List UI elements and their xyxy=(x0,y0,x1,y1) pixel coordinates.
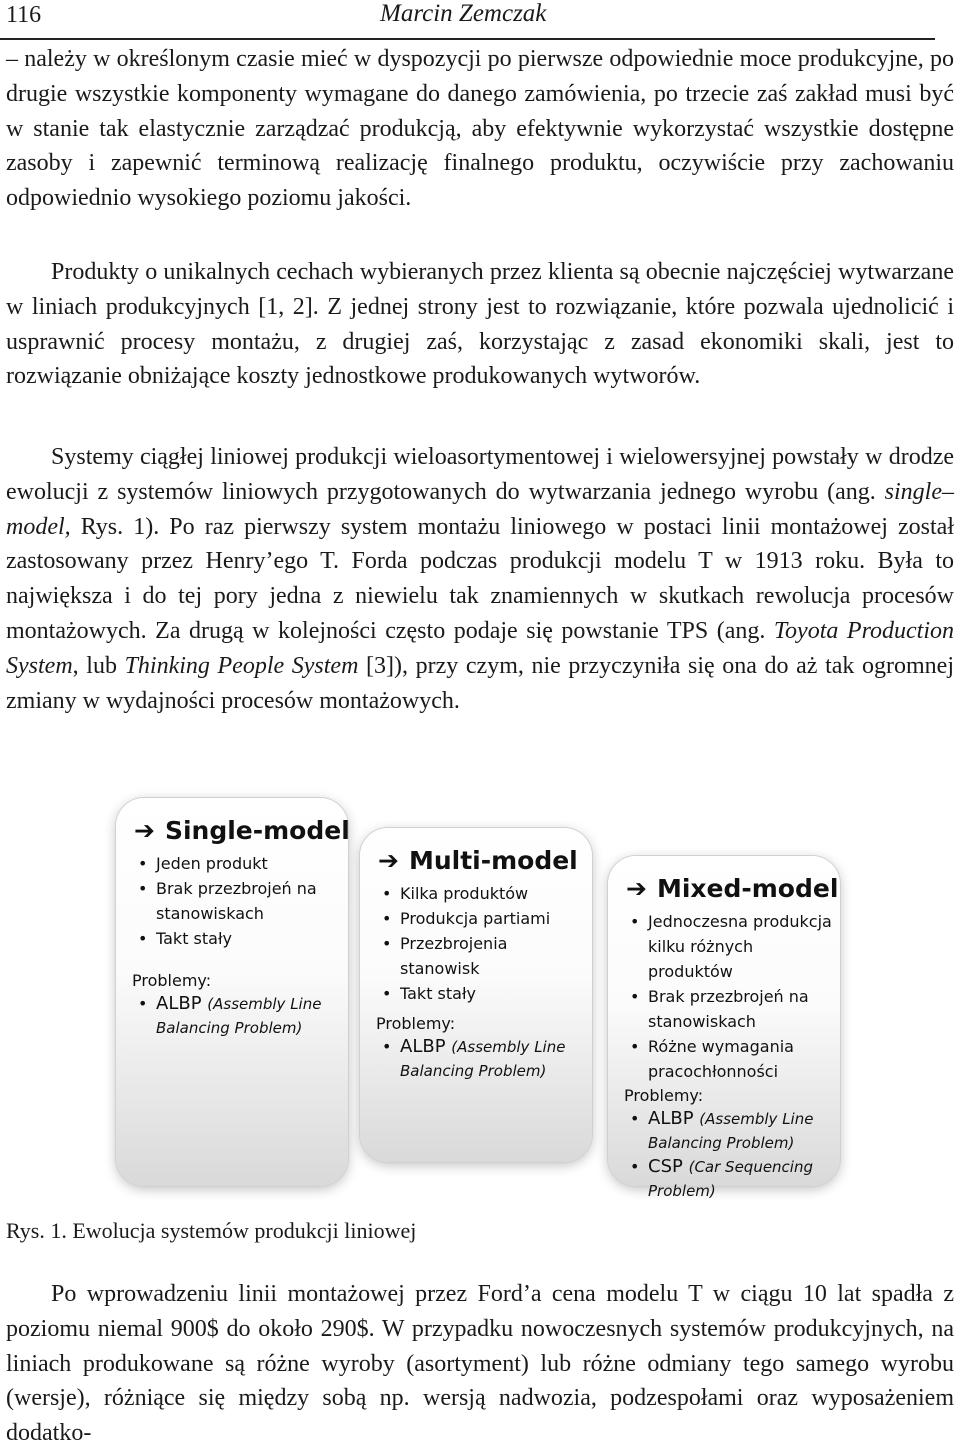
paragraph-4-text: Po wprowadzeniu linii montażowej przez Ford’a cena modelu T w ciągu 10 lat spadła z poziomu niemal 900$ do około 290$. W przypadku nowoczesnych systemów produkcyjnych, na liniach produkowane są różne wyroby (asortyment) lub różne odmiany tego samego wyrobu (wersje), różniące się między sobą np. wersją nadwozia, podzespołami oraz wyposażeniem dodatko- xyxy=(6,1281,954,1447)
p3-part-d: [3]), przy czym, nie przyczyniła się ona do aż tak ogromnej zmiany w wydajności procesów montażowych. xyxy=(6,652,954,714)
list-item: • Brak przezbrojeń na stanowiskach xyxy=(630,984,834,1034)
problems-label: Problemy: xyxy=(132,971,212,990)
list-item: • Jednoczesna produkcja kilku różnych produktów xyxy=(630,909,834,984)
paragraph-2-text: Produkty o unikalnych cechach wybieranych przez klienta są obecnie najczęściej wytwarzane w liniach produkcyjnych [1, 2]. Z jednej strony jest to rozwiązanie, które pozwala ujednolicić i usprawnić procesy montażu, z drugiej zaś, korzystając z zasad ekonomiki skali, jest to rozwiązanie obniżające koszty jednostkowe produkowanych wytworów. xyxy=(6,259,954,390)
multi-model-problems xyxy=(360,1035,592,1083)
problem-description: (Car Sequencing Problem) xyxy=(648,1158,814,1200)
problem-name: ALBP xyxy=(400,1036,446,1057)
p3-term-tps: Toyota Production System xyxy=(6,617,955,679)
mixed-model-problems xyxy=(608,1107,840,1203)
multi-model-box xyxy=(360,828,592,1162)
p3-part-b: Rys. 1). Po raz pierwszy system montażu liniowego w postaci linii montażowej został zastosowany przez Henry’ego T. Forda podczas produkcji modelu T w 1913 roku. Była to największa i do tej pory jedna z niewielu tak znamiennych w skutkach rewolucja procesów montażowych. Za drugą w kolejności często podaje się powstanie TPS (ang. xyxy=(6,513,954,644)
problem-description: (Assembly Line Balancing Problem) xyxy=(648,1110,814,1152)
problem-name: ALBP xyxy=(648,1108,694,1129)
paragraph-2 xyxy=(6,255,954,394)
list-item: • Produkcja partiami xyxy=(382,906,586,931)
single-model-title xyxy=(116,798,348,851)
mixed-model-title-text: Mixed-model xyxy=(656,874,839,903)
single-model-list xyxy=(116,851,348,951)
paragraph-3 xyxy=(6,440,954,718)
problem-item xyxy=(630,1155,834,1203)
single-model-problems xyxy=(116,992,348,1040)
list-item: • Przezbrojenia stanowisk xyxy=(382,931,586,981)
problem-name: ALBP xyxy=(156,993,202,1014)
problem-item xyxy=(630,1107,834,1155)
mixed-model-title xyxy=(608,856,840,909)
problem-name: CSP xyxy=(648,1156,683,1177)
problems-label: Problemy: xyxy=(624,1086,704,1105)
list-item: • Takt stały xyxy=(382,981,586,1006)
multi-model-title xyxy=(360,828,592,881)
list-item: • Jeden produkt xyxy=(138,851,342,876)
paragraph-1 xyxy=(6,42,954,216)
list-item: • Kilka produktów xyxy=(382,881,586,906)
page-header xyxy=(0,0,935,40)
single-model-title-text: Single-model xyxy=(164,816,350,845)
list-item: • Brak przezbrojeń na stanowiskach xyxy=(138,876,342,926)
arrow-icon: ➔ xyxy=(378,846,399,875)
problem-description: (Assembly Line Balancing Problem) xyxy=(156,995,322,1037)
figure-caption: Rys. 1. Ewolucja systemów produkcji liniowej xyxy=(6,1218,417,1243)
list-item: • Takt stały xyxy=(138,926,342,951)
p3-part-c: , lub xyxy=(72,652,125,679)
arrow-icon: ➔ xyxy=(626,874,647,903)
paragraph-4 xyxy=(6,1277,954,1451)
p3-term-thinking: Thinking People System xyxy=(124,652,359,679)
problem-description: (Assembly Line Balancing Problem) xyxy=(400,1038,566,1080)
problems-label: Problemy: xyxy=(376,1014,456,1033)
page-number: 116 xyxy=(6,2,42,28)
p3-term-single-model: single–model, xyxy=(6,478,954,540)
paragraph-3-text xyxy=(6,440,954,718)
multi-model-title-text: Multi-model xyxy=(408,846,578,875)
problem-item xyxy=(138,992,342,1040)
problem-item xyxy=(382,1035,586,1083)
list-item: • Różne wymagania pracochłonności xyxy=(630,1034,834,1084)
running-head-author: Marcin Zemczak xyxy=(380,0,547,27)
p3-part-a: Systemy ciągłej liniowej produkcji wieloasortymentowej i wielowersyjnej powstały w drodze ewolucji z systemów liniowych przygotowanych do wytwarzania jednego wyrobu (ang. xyxy=(6,444,954,505)
mixed-model-box xyxy=(608,856,840,1200)
mixed-model-list xyxy=(608,909,840,1084)
paragraph-1-text: – należy w określonym czasie mieć w dyspozycji po pierwsze odpowiednie moce produkcyjne, po drugie wszystkie komponenty wymagane do danego zamówienia, po trzecie zaś zakład musi być w stanie tak elastycznie zarządzać produkcją, aby efektywnie wykorzystać wszystkie dostępne zasoby i zapewnić terminową realizację finalnego produktu, oczywiście przy zachowaniu odpowiednio wysokiego poziomu jakości. xyxy=(6,46,954,212)
arrow-icon: ➔ xyxy=(134,816,155,845)
multi-model-list xyxy=(360,881,592,1006)
single-model-box xyxy=(116,798,348,1186)
